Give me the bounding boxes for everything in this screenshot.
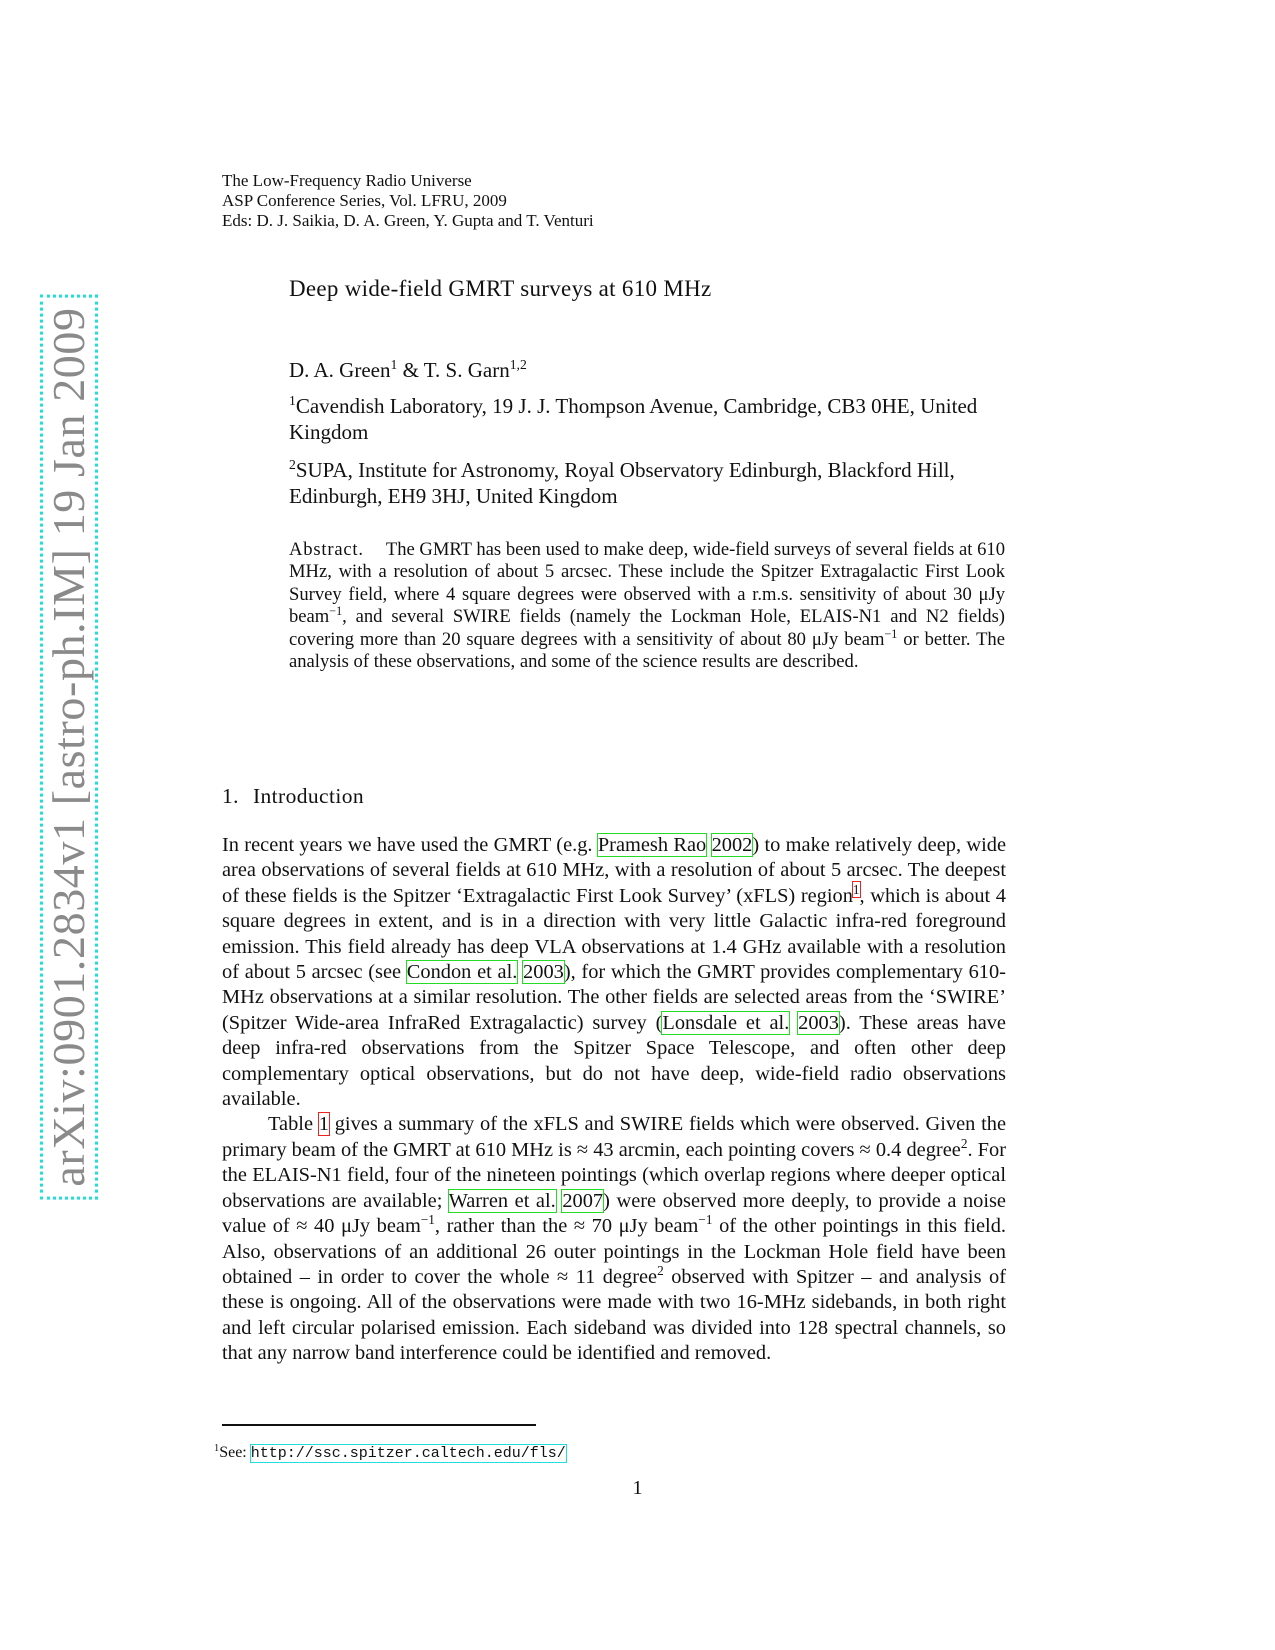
citation-link-author[interactable]: Warren et al. (448, 1189, 556, 1212)
abstract-text-1: The GMRT has been used to make deep, wide-field surveys of several fields at 610 MHz, with a resolution of about 5 arcsec. These include the Spitzer Extragalactic First Look Survey field, where 4 square degrees were observed with a r.m.s. sensitivity of about 30 μJy beam (289, 539, 1005, 628)
footnote (214, 1444, 566, 1462)
table-ref-link[interactable]: 1 (318, 1113, 329, 1136)
text-run: . For the ELAIS-N1 field, four of the nineteen pointings (which overlap regions where deeper optical observations are available; (222, 1138, 1006, 1212)
header-line-3: Eds: D. J. Saikia, D. A. Green, Y. Gupta and T. Venturi (222, 211, 594, 230)
footnote-mark: 1 (214, 1442, 220, 1454)
citation-link-year[interactable]: 2002 (711, 834, 753, 856)
affiliation-1-text: Cavendish Laboratory, 19 J. J. Thompson Avenue, Cambridge, CB3 0HE, United Kingdom (289, 394, 978, 444)
paragraph-1 (222, 833, 1006, 1112)
superscript: 2 (657, 1262, 664, 1278)
section-heading (222, 784, 364, 809)
footnote-label: See: (219, 1444, 251, 1461)
header-line-2: ASP Conference Series, Vol. LFRU, 2009 (222, 191, 507, 210)
text-run: In recent years we have used the GMRT (e.g. (222, 834, 598, 856)
abstract-sup-2: −1 (884, 626, 898, 641)
text-run: ) to make relatively deep, wide area observations of several fields at 610 MHz, with a resolution of about 5 arcsec. The deepest of these fields is the Spitzer ‘Extragalactic First Look Survey’ (xFLS) region (222, 834, 1007, 907)
text-run: gives a summary of the xFLS and SWIRE fields which were observed. Given the primary beam of the GMRT at 610 MHz is ≈ 43 arcmin, each pointing covers ≈ 0.4 degree (222, 1113, 1006, 1161)
body-text (222, 833, 1006, 1367)
citation-link-author[interactable]: Condon et al. (406, 961, 518, 984)
citation-link-year[interactable]: 2007 (562, 1189, 604, 1212)
author-line (289, 358, 527, 383)
paragraph-2 (222, 1112, 1006, 1366)
author-2: T. S. Garn (423, 358, 510, 382)
superscript: 2 (960, 1135, 968, 1151)
arxiv-stamp[interactable]: arXiv:0901.2834v1 [astro-ph.IM] 19 Jan 2009 (40, 294, 98, 1199)
affiliation-2-mark: 2 (289, 456, 296, 472)
abstract-sup-1: −1 (329, 603, 343, 618)
citation-link-year[interactable]: 2003 (523, 961, 564, 984)
affiliation-1-mark: 1 (289, 392, 296, 408)
superscript: −1 (698, 1212, 713, 1228)
author-separator: & (397, 358, 424, 382)
text-run: , rather than the ≈ 70 μJy beam (434, 1215, 699, 1238)
footnote-rule (222, 1424, 536, 1426)
text-run: ). These areas have deep infra-red observations from the Spitzer Space Telescope, and often other deep complementary optical observations, but do not have deep, wide-field radio observations available. (222, 1011, 1006, 1111)
conference-header (222, 171, 594, 231)
abstract-label: Abstract. (289, 539, 364, 560)
citation-link-author[interactable]: Lonsdale et al. (662, 1011, 790, 1034)
superscript: −1 (420, 1212, 435, 1228)
affiliation-1 (289, 393, 1029, 445)
section-number: 1. (222, 784, 239, 808)
section-title: Introduction (252, 784, 365, 808)
text-run: of the other pointings in this field. Also, observations of an additional 26 outer pointings in the Lockman Hole field have been obtained – in order to cover the whole ≈ 11 degree (222, 1215, 1006, 1288)
footnote-link[interactable]: 1 (852, 881, 860, 897)
header-line-1: The Low-Frequency Radio Universe (222, 171, 472, 190)
author-1-affil-mark: 1 (390, 356, 398, 372)
abstract-text-3: or better. The analysis of these observations, and some of the science results are described. (289, 628, 1005, 673)
text-run: , which is about 4 square degrees in extent, and is in a direction with very little Galactic infra-red foreground emission. This field already has deep VLA observations at 1.4 GHz available with a resolution of about 5 arcsec (see (222, 884, 1006, 984)
citation-link-year[interactable]: 2003 (798, 1011, 839, 1034)
author-1: D. A. Green (289, 358, 391, 382)
text-run: Table (268, 1113, 319, 1136)
affiliation-2-text: SUPA, Institute for Astronomy, Royal Observatory Edinburgh, Blackford Hill, Edinburgh, EH9 3HJ, United Kingdom (289, 458, 955, 508)
page-number: 1 (632, 1477, 643, 1499)
footnote-url-link[interactable]: http://ssc.spitzer.caltech.edu/fls/ (250, 1445, 566, 1462)
citation-link-author[interactable]: Pramesh Rao (597, 834, 707, 856)
text-run: ) were observed more deeply, to provide a noise value of ≈ 40 μJy beam (222, 1189, 1006, 1238)
text-run: observed with Spitzer – and analysis of these is ongoing. All of the observations were made with two 16-MHz sidebands, in both right and left circular polarised emission. Each sideband was divided into 128 spectral channels, so that any narrow band interference could be identified and removed. (222, 1265, 1006, 1365)
author-2-affil-mark: 1,2 (509, 356, 527, 372)
affiliation-2 (289, 457, 1029, 509)
abstract (289, 539, 1005, 673)
paper-title: Deep wide-field GMRT surveys at 610 MHz (289, 276, 712, 301)
text-run: ), for which the GMRT provides complementary 610-MHz observations at a similar resolution. The other fields are selected areas from the ‘SWIRE’ (Spitzer Wide-area InfraRed Extragalactic) survey ( (222, 961, 1006, 1034)
abstract-text-2: , and several SWIRE fields (namely the Lockman Hole, ELAIS-N1 and N2 fields) covering more than 20 square degrees with a sensitivity of about 80 μJy beam (289, 606, 1005, 650)
